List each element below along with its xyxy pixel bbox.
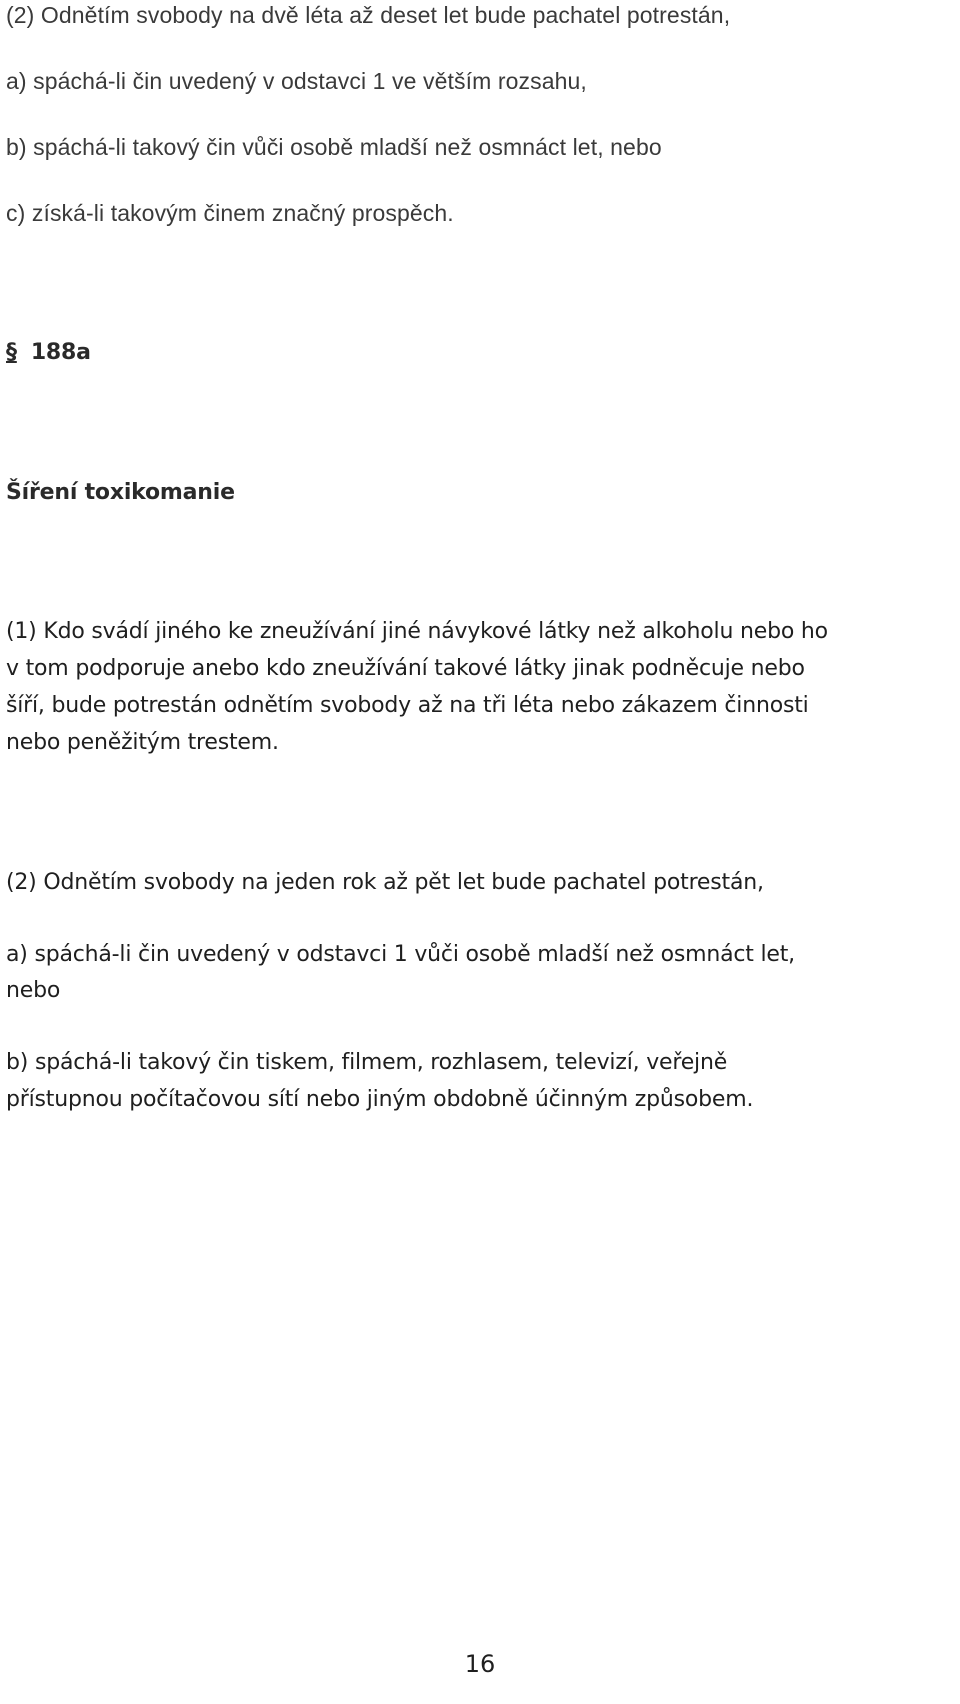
section-heading <box>6 340 940 365</box>
paragraph-2-item-a-line-2: nebo <box>6 978 61 1003</box>
paragraph-1-line-1: (1) Kdo svádí jiného ke zneužívání jiné návykové látky než alkoholu nebo ho <box>6 619 828 644</box>
section-number: 188a <box>30 340 91 365</box>
list-item-c-previous: c) získá-li takovým činem značný prospěch. <box>6 200 454 226</box>
paragraph-1-line-2: v tom podporuje anebo kdo zneužívání takové látky jinak podněcuje nebo <box>6 656 805 681</box>
list-item-a-previous: a) spáchá-li čin uvedený v odstavci 1 ve větším rozsahu, <box>6 68 587 94</box>
paragraph-2-item-b-line-2: přístupnou počítačovou sítí nebo jiným obdobně účinným způsobem. <box>6 1087 754 1112</box>
section-sign: § <box>6 340 17 365</box>
paragraph-2-intro: (2) Odnětím svobody na jeden rok až pět let bude pachatel potrestán, <box>6 870 764 895</box>
paragraph-2-intro-previous: (2) Odnětím svobody na dvě léta až deset let bude pachatel potrestán, <box>6 2 731 28</box>
paragraph-1-line-4: nebo peněžitým trestem. <box>6 730 279 755</box>
paragraph-2-item-a-line-1: a) spáchá-li čin uvedený v odstavci 1 vůči osobě mladší než osmnáct let, <box>6 942 795 967</box>
paragraph-1-line-3: šíří, bude potrestán odnětím svobody až na tři léta nebo zákazem činnosti <box>6 693 809 718</box>
paragraph-2-item-b-line-1: b) spáchá-li takový čin tiskem, filmem, rozhlasem, televizí, veřejně <box>6 1050 728 1075</box>
section-title: Šíření toxikomanie <box>6 480 235 505</box>
list-item-b-previous: b) spáchá-li takový čin vůči osobě mladší než osmnáct let, nebo <box>6 134 662 160</box>
page-number: 16 <box>464 1650 496 1678</box>
